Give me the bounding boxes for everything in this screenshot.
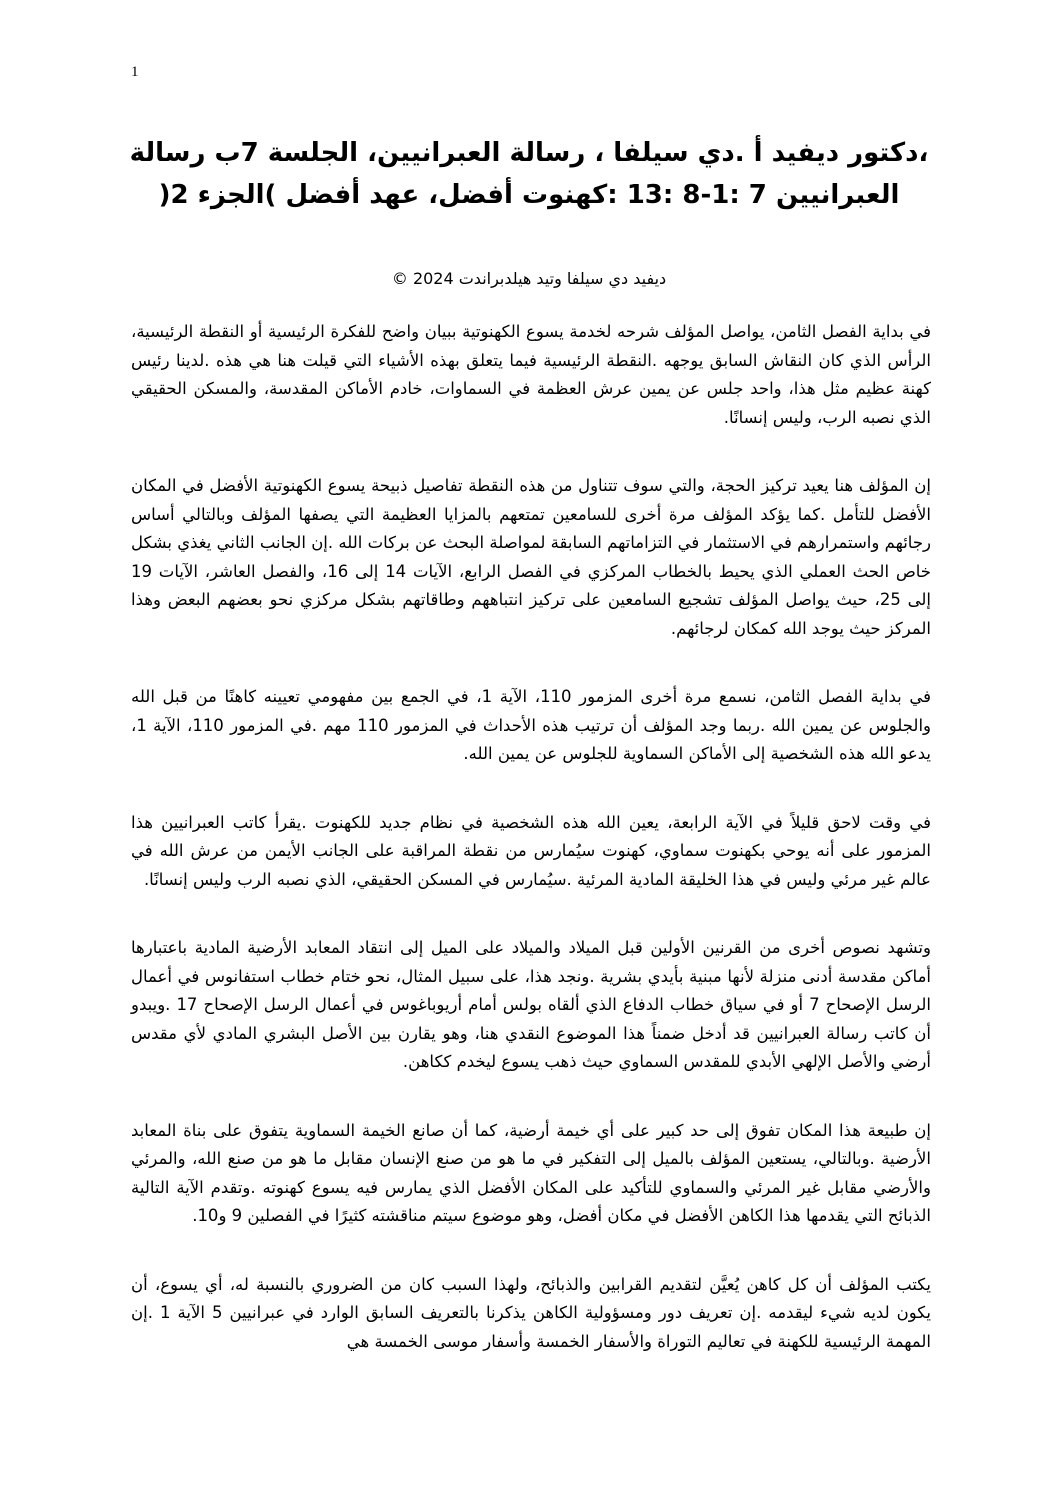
- paragraph: في وقت لاحق قليلاً في الآية الرابعة، يعين الله هذه الشخصية في نظام جديد للكهنوت .يقرأ كاتب العبرانيين هذا المزمور على أنه يوحي بكهنوت سماوي، كهنوت سيُمارس من نقطة المراقبة على الجانب الأيمن من عرش الله في عالم غير مرئي وليس في هذا الخليقة المادية المرئية .سيُمارس في المسكن الحقيقي، الذي نصبه الرب وليس إنسانًا.: [131, 812, 931, 889]
- document-title: ،دكتور ديفيد أ .دي سيلفا ، رسالة العبرانيين، الجلسة 7ب رسالة العبرانيين 7 :1-8 :13 :كهنوت أفضل، عهد أفضل )الجزء 2(: [129, 138, 929, 210]
- copyright-line: ديفيد دي سيلفا وتيد هيلدبراندت 2024 ©: [391, 269, 667, 288]
- page-number: 1: [131, 64, 139, 80]
- paragraph: في بداية الفصل الثامن، نسمع مرة أخرى المزمور 110، الآية 1، في الجمع بين مفهومي تعيينه كاهنًا من قبل الله والجلوس عن يمين الله .ربما وجد المؤلف أن ترتيب هذه الأحداث في المزمور 110 مهم .في المزمور 110، الآية 1، يدعو الله هذه الشخصية إلى الأماكن السماوية للجلوس عن يمين الله.: [131, 687, 932, 763]
- document-body: [131, 318, 931, 1396]
- paragraph: يكتب المؤلف أن كل كاهن يُعيَّن لتقديم القرابين والذبائح، ولهذا السبب كان من الضروري بالنسبة له، أي يسوع، أن يكون لديه شيء ليقدمه .إن تعريف دور ومسؤولية الكاهن يذكرنا بالتعريف السابق الوارد في عبرانيين 5 الآية 1 .إن المهمة الرئيسية للكهنة في تعاليم التوراة والأسفار الخمسة وأسفار موسى الخمسة هي: [131, 1274, 931, 1351]
- paragraph: إن طبيعة هذا المكان تفوق إلى حد كبير على أي خيمة أرضية، كما أن صانع الخيمة السماوية يتفوق على بناة المعابد الأرضية .وبالتالي، يستعين المؤلف بالميل إلى التفكير في ما هو من صنع الإنسان مقابل ما هو من صنع الله، والمرئي والأرضي مقابل غير المرئي والسماوي للتأكيد على المكان الأفضل الذي يمارس فيه يسوع كهنوته .وتقدم الآية التالية الذبائح التي يقدمها هذا الكاهن الأفضل في مكان أفضل، وهو موضوع سيتم مناقشته كثيرًا في الفصلين 9 و10.: [131, 1120, 931, 1225]
- paragraph: إن المؤلف هنا يعيد تركيز الحجة، والتي سوف تتناول من هذه النقطة تفاصيل ذبيحة يسوع الكهنوتية الأفضل في المكان الأفضل للتأمل .كما يؤكد المؤلف مرة أخرى للسامعين تمتعهم بالمزايا العظيمة التي يصفها المؤلف وبالتالي أساس رجائهم واستمرارهم في الاستثمار في التزاماتهم السابقة لمواصلة البحث عن بركات الله .إن الجانب الثاني يغذي بشكل خاص الحث العملي الذي يحيط بالخطاب المركزي في الفصل الرابع، الآيات 14 إلى 16، والفصل العاشر، الآيات 19 إلى 25، حيث يواصل المؤلف تشجيع السامعين على تركيز انتباههم وطاقاتهم بشكل مركزي نحو بعضهم البعض وهذا المركز حيث يوجد الله كمكان لرجائهم.: [131, 476, 931, 638]
- paragraph: في بداية الفصل الثامن، يواصل المؤلف شرحه لخدمة يسوع الكهنوتية ببيان واضح للفكرة الرئيسية أو النقطة الرئيسية، الرأس الذي كان النقاش السابق يوجهه .النقطة الرئيسية فيما يتعلق بهذه الأشياء التي قيلت هنا هي هذه .لدينا رئيس كهنة عظيم مثل هذا، واحد جلس عن يمين عرش العظمة في السماوات، خادم الأماكن المقدسة، والمسكن الحقيقي الذي نصبه الرب، وليس إنسانًا.: [131, 322, 931, 427]
- paragraph: وتشهد نصوص أخرى من القرنين الأولين قبل الميلاد والميلاد على الميل إلى انتقاد المعابد الأرضية المادية باعتبارها أماكن مقدسة أدنى منزلة لأنها مبنية بأيدي بشرية .ونجد هذا، على سبيل المثال، نحو ختام خطاب استفانوس في أعمال الرسل الإصحاح 7 أو في سياق خطاب الدفاع الذي ألقاه بولس أمام أريوباغوس في أعمال الرسل الإصحاح 17 .ويبدو أن كاتب رسالة العبرانيين قد أدخل ضمناً هذا الموضوع النقدي هنا، وهو يقارن بين الأصل البشري المادي لأي مقدس أرضي والأصل الإلهي الأبدي للمقدس السماوي حيث ذهب يسوع ليخدم ككاهن.: [131, 938, 931, 1071]
